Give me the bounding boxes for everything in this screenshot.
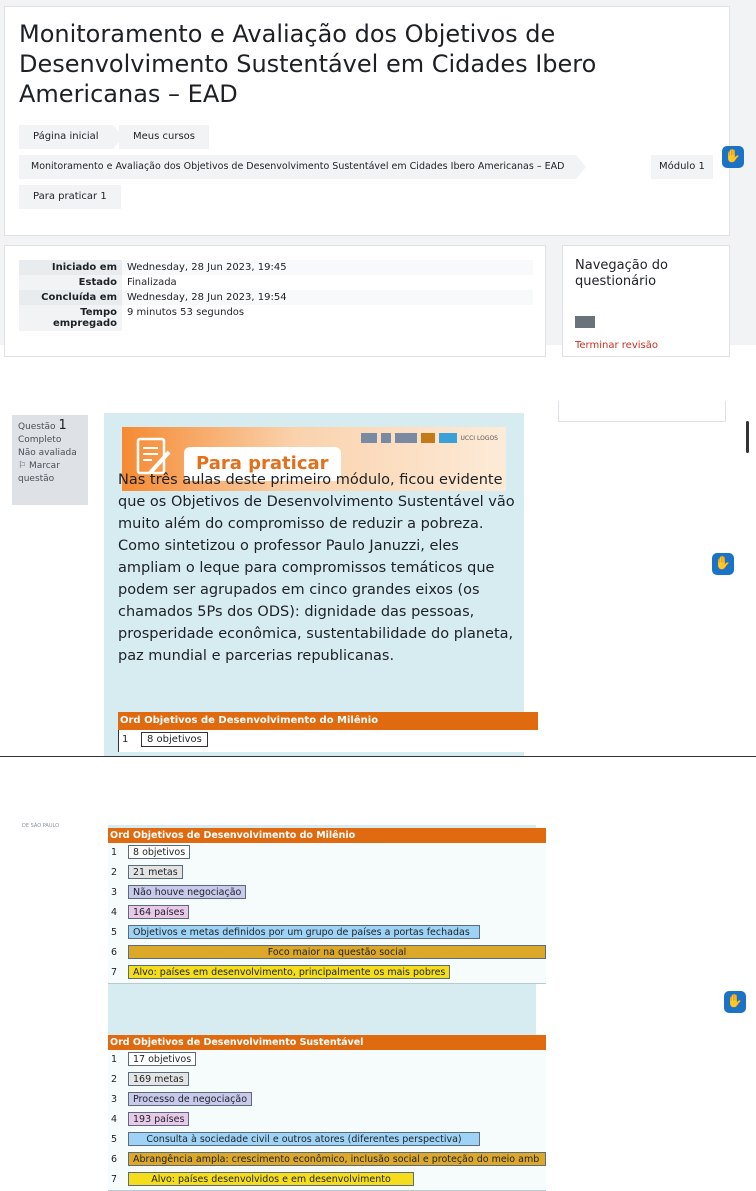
row-value: Não houve negociação <box>128 885 246 899</box>
table-row <box>108 923 546 944</box>
attempt-label: Tempo empregado <box>19 305 122 331</box>
attempt-summary-table <box>19 260 533 331</box>
row-ord: 3 <box>111 1094 118 1105</box>
flag-question-label[interactable]: Marcar questão <box>18 461 60 484</box>
row-value: Foco maior na questão social <box>128 945 546 959</box>
flag-question[interactable] <box>18 460 82 486</box>
row-ord: 5 <box>111 927 118 938</box>
row-ord: 2 <box>111 867 118 878</box>
flag-icon[interactable]: ⚐ <box>18 461 27 471</box>
banner-title: Para praticar <box>184 447 341 481</box>
attempt-label: Iniciado em <box>19 260 122 275</box>
attempt-label: Estado <box>19 275 122 290</box>
attempt-row-started <box>19 260 533 275</box>
row-value: Abrangência ampla: crescimento econômico, inclusão social e proteção do meio amb <box>128 1152 546 1166</box>
table-row <box>108 883 546 904</box>
scrollbar-thumb[interactable] <box>746 421 749 453</box>
row-ord: 5 <box>111 1134 118 1145</box>
partner-logos <box>361 433 498 443</box>
sign-language-hands-icon[interactable]: ✋ <box>722 146 744 168</box>
table-row <box>108 1050 546 1071</box>
mdg-table-header: Ord Objetivos de Desenvolvimento do Milênio <box>118 712 538 730</box>
attempt-value: Wednesday, 28 Jun 2023, 19:54 <box>122 290 533 305</box>
breadcrumb-module[interactable]: Módulo 1 <box>651 155 713 179</box>
question-nav-button[interactable] <box>575 316 595 328</box>
attempt-row-completed <box>19 290 533 305</box>
question-number <box>18 419 82 434</box>
row-ord: 1 <box>122 734 129 745</box>
question-section <box>0 405 756 757</box>
row-ord: 7 <box>111 1174 118 1185</box>
row-value: 169 metas <box>128 1072 189 1086</box>
row-value: Processo de negociação <box>128 1092 252 1106</box>
attempt-value: 9 minutos 53 segundos <box>122 305 533 331</box>
attempt-value: Wednesday, 28 Jun 2023, 19:45 <box>122 260 533 275</box>
quiz-navigation-bottom <box>558 401 726 422</box>
attempt-label: Concluída em <box>19 290 122 305</box>
table-row <box>108 1150 546 1171</box>
sign-language-hands-icon[interactable]: ✋ <box>724 991 746 1013</box>
partner-logo-text: UCCI LOGOS <box>460 434 498 442</box>
row-ord: 4 <box>111 1114 118 1125</box>
comparison-tables-section <box>0 825 756 1185</box>
table-row <box>108 963 546 984</box>
partner-logo <box>395 433 417 443</box>
sdg-table-header: Ord Objetivos de Desenvolvimento Sustentável <box>108 1035 546 1050</box>
question-status: Completo <box>18 435 62 445</box>
attempt-summary <box>4 245 546 357</box>
table-row <box>108 1170 546 1191</box>
breadcrumb-my-courses[interactable]: Meus cursos <box>119 125 209 149</box>
quiz-navigation <box>562 245 730 357</box>
table-row <box>108 1090 546 1111</box>
divider <box>0 756 756 757</box>
row-value: Alvo: países desenvolvidos e em desenvolvimento <box>128 1172 414 1186</box>
attempt-value: Finalizada <box>122 275 533 290</box>
sign-language-hands-icon[interactable]: ✋ <box>712 553 734 575</box>
breadcrumb-course[interactable]: Monitoramento e Avaliação dos Objetivos de Desenvolvimento Sustentável em Cidades Ibero Americanas – EAD <box>19 155 576 179</box>
page-header <box>4 6 730 236</box>
finish-review-link[interactable]: Terminar revisão <box>575 340 658 351</box>
row-ord: 4 <box>111 907 118 918</box>
breadcrumb-activity[interactable]: Para praticar 1 <box>19 185 121 209</box>
row-value: 164 países <box>128 905 189 919</box>
partner-logo <box>439 433 457 443</box>
row-ord: 6 <box>111 947 118 958</box>
table-row <box>108 943 546 964</box>
row-value: 8 objetivos <box>128 845 190 859</box>
question-label: Questão <box>18 422 56 432</box>
breadcrumb-home[interactable]: Página inicial <box>19 125 113 149</box>
partner-logo <box>381 433 391 443</box>
row-ord: 6 <box>111 1154 118 1165</box>
question-number-value: 1 <box>58 418 67 433</box>
quiz-navigation-title: Navegação do questionário <box>575 258 669 289</box>
row-value: 21 metas <box>128 865 183 879</box>
row-value: Objetivos e metas definidos por um grupo de países a portas fechadas <box>128 925 480 939</box>
partner-logo <box>421 433 435 443</box>
row-ord: 7 <box>111 967 118 978</box>
partner-logo <box>361 433 377 443</box>
table-row <box>108 863 546 884</box>
question-grade: Não avaliada <box>18 448 77 458</box>
row-ord: 1 <box>111 847 118 858</box>
logo-caption: DE SÃO PAULO <box>22 823 60 829</box>
question-info <box>12 415 88 505</box>
row-ord: 2 <box>111 1074 118 1085</box>
attempt-row-time <box>19 305 533 331</box>
table-row <box>108 1130 546 1151</box>
page-title: Monitoramento e Avaliação dos Objetivos de Desenvolvimento Sustentável em Cidades Ibero Americanas – EAD <box>19 20 597 108</box>
row-value: 193 países <box>128 1112 189 1126</box>
row-ord: 3 <box>111 887 118 898</box>
row-value: Alvo: países em desenvolvimento, principalmente os mais pobres <box>128 965 450 979</box>
mdg-table-header: Ord Objetivos de Desenvolvimento do Milênio <box>108 828 546 843</box>
course-header-section <box>0 0 756 351</box>
row-value: 17 objetivos <box>128 1052 196 1066</box>
table-row <box>118 730 539 752</box>
row-ord: 1 <box>111 1054 118 1065</box>
attempt-row-state <box>19 275 533 290</box>
question-text: Nas três aulas deste primeiro módulo, ficou evidente que os Objetivos de Desenvolvimento Sustentável vão muito além do compromisso de reduzir a pobreza. Como sintetizou o professor Paulo Januzzi, eles ampliam o leque para compromissos temáticos que podem ser agrupados em cinco grandes eixos (os chamados 5Ps dos ODS): dignidade das pessoas, prosperidade econômica, sustentabilidade do planeta, paz mundial e parcerias republicanas. <box>118 472 515 664</box>
table-row <box>108 903 546 924</box>
row-value: Consulta à sociedade civil e outros atores (diferentes perspectiva) <box>128 1132 480 1146</box>
table-row <box>108 843 546 864</box>
row-value: 8 objetivos <box>141 732 208 747</box>
table-row <box>108 1110 546 1131</box>
table-row <box>108 1070 546 1091</box>
